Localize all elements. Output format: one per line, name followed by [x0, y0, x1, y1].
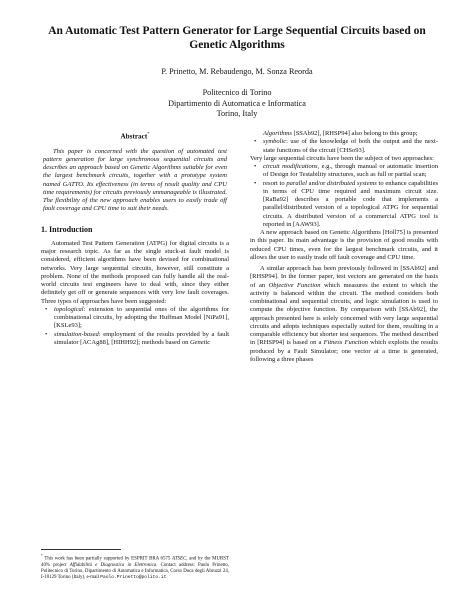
department: Dipartimento di Automatica e Informatica	[168, 98, 306, 108]
right-column	[250, 130, 438, 364]
abstract-heading: Abstract*	[120, 131, 150, 141]
bullet-glyph: •	[45, 305, 48, 313]
list-item-parallel-systems: • resort to parallel and/or distributed systems to enhance capabilities in terms of CPU time required and maximum circuit size. [RaBa92] describes a portable code that implements a parallel/distributed version of a topological ATPG for sequential circuits. A distributed version of a commercial ATPG tool is reported in [AAW93].	[254, 179, 438, 228]
bullet-glyph: •	[45, 330, 48, 338]
affiliation	[30, 88, 444, 120]
institution: Politecnico di Torino	[202, 88, 272, 97]
intro-paragraph-1: Automated Test Pattern Generation (ATPG) for digital circuits is a major research topic. As far as the single stuck-at fault model is considered, efficient algorithms have been devised for combinational networks. Very large sequential circuits, however, still constitute a problem. None of the methods proposed can fully handle all the real-world circuits test engineers have to deal with, since they either definitely get off or generate sequences with very low fault coverages. Three types of approaches have been suggested:	[41, 239, 229, 305]
abstract-text: This paper is concerned with the question of automated test pattern generation for large synchronous sequential circuits and describes an approach based on Genetic Algorithms suitable for even the largest benchmark circuits, together with a prototype system named GATTO. Its effectiveness (in terms of result quality and CPU time requirements) for circuits previously unmanageable is illustrated. The flexibility of the new approach enables users to easily trade off fault coverage and CPU time to suit their needs.	[43, 147, 227, 213]
section-heading-introduction: 1. Introduction	[41, 224, 93, 234]
city: Torino, Italy	[216, 109, 258, 119]
list-item-continuation: Algorithms [SSAb92], [RHSP94] also belong to this group;	[263, 130, 418, 137]
bullet-glyph: •	[254, 138, 257, 146]
list-item-topological: • topological: extension to sequential ones of the algorithms for combinational circuits, by adopting the Huffman Model [NiPa91], [KSLe93];	[45, 305, 229, 330]
left-column	[41, 130, 229, 347]
list-item-circuit-modifications: • circuit modifications, e.g., through manual or automatic insertion of Design for Testability structures, such as full or partial scan;	[254, 163, 438, 179]
footnote-rule	[41, 549, 121, 550]
intro-paragraph-2: Very large sequential circuits have been the subject of two approaches:	[250, 154, 434, 162]
list-item-symbolic: • symbolic: use of the knowledge of both the output and the next-state functions of the circuit [CHSo93].	[254, 138, 438, 154]
bullet-glyph: •	[254, 163, 257, 170]
abstract-footnote-marker: *	[147, 131, 150, 136]
paper-title: An Automatic Test Pattern Generator for Large Sequential Circuits based on Genetic Algorithms	[48, 25, 426, 51]
footnote-marker: *	[41, 554, 43, 558]
intro-paragraph-4: A similar approach has been previously followed in [SSAb92] and [RHSP94]. In the former paper, test vectors are generated on the basis of an Objective Function which measures the extent to which the activity is balanced within the circuit. The method considers both combinational and sequential circuits, and logic simulation is used to compute the objective function. By comparison with [SSAb92], the approach presented here is solely concerned with very large sequential circuits and adopts techniques especially suited for them, resulting in a comparable efficiency but shorter test sequences. The method described in [RHSP94] is based on a Fitness Function which exploits the results produced by a Fault Simulator; one vector at a time is generated, following a three phases	[250, 265, 438, 363]
list-item-simulation: • simulation-based: employment of the results provided by a fault simulator [ACAg88], [HIHH92]; methods based on Genetic	[45, 330, 229, 346]
approach-list	[41, 306, 229, 347]
large-circuit-approach-list	[250, 163, 438, 229]
footnote: * This work has been partially supported by ESPRIT BRA 6575 ATSEC, and by the MURST 40% project Affidabilità e Diagnostica in Elettronica. Contact address: Paolo Prinetto, Politecnico di Torino, Dipartimento di Automatica e Informatica, Corso Duca degli Abruzzi 24, I-10129 Torino (Italy), e-mail Paolo.Prinetto@polito.it	[41, 554, 229, 581]
bullet-glyph: •	[254, 179, 257, 187]
author-list: P. Prinetto, M. Rebaudengo, M. Sonza Reorda	[161, 67, 313, 76]
intro-paragraph-3: A new approach based on Genetic Algorithms [Holl75] is presented in this paper. Its main advantage is the provision of good results with reduced CPU times, even for the largest benchmark circuits, and it allows the user to easily trade off fault coverage and CPU time.	[250, 229, 438, 261]
contact-email[interactable]: Paolo.Prinetto@polito.it	[100, 575, 167, 581]
approach-list-continued	[250, 130, 438, 155]
